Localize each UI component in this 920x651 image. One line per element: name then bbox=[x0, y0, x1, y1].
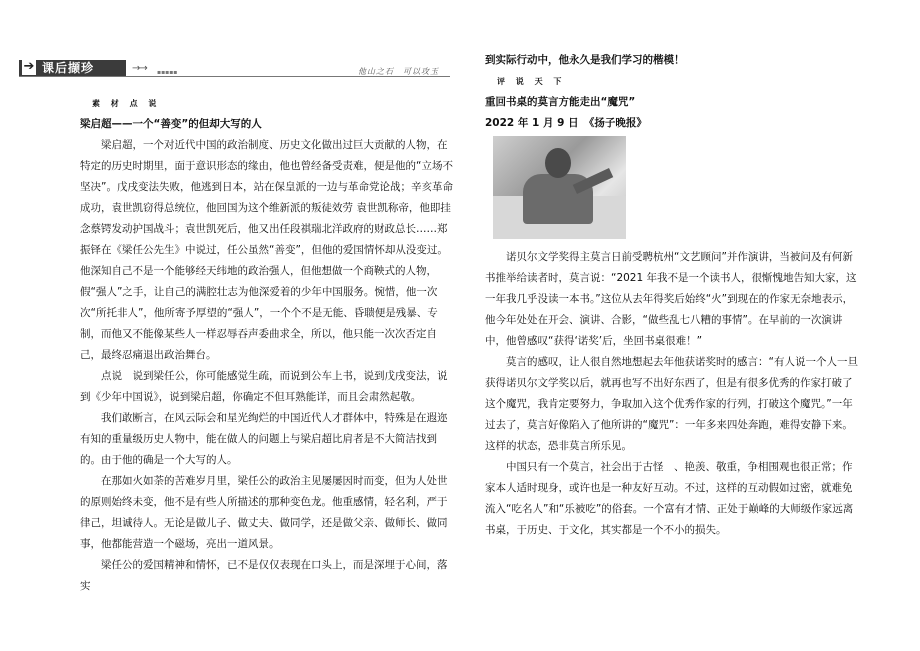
paragraph: 诺贝尔文学奖得主莫言日前受聘杭州“文艺顾问”并作演讲，当被问及有何新书推举给读者时，莫言说：“2021 年我不是一个读书人，很惭愧地告知大家，这一年我几乎没读一本书。”这位从去年得奖后始终“火”到现在的作家无奈地表示，他今年处处在开会、演讲、合影，“做些乱七八糟的事情”。在早前的一次演讲中，他曾感叹“获得‘诺奖’后，坐回书桌很难！” bbox=[485, 251, 857, 347]
paragraph: 点说 说到梁任公，你可能感觉生疏，而说到公车上书，说到戊戌变法，说到《少年中国说》，说到梁启超，你确定不但耳熟能详，而且会肃然起敬。 bbox=[80, 370, 448, 403]
arrow-icon: ➔ bbox=[23, 59, 35, 74]
right-column bbox=[485, 50, 861, 541]
section-title: 课后撷珍 bbox=[42, 61, 95, 75]
paragraph: 莫言的感叹，让人很自然地想起去年他获诺奖时的感言：“有人说一个人一旦获得诺贝尔文学奖以后，就再也写不出好东西了，但是有很多优秀的作家打破了这个魔咒，我肯定要努力，争取加入这个优秀作家的行列，打破这个魔咒。”一年过去了，莫言好像陷入了他所讲的“魔咒”：一年多来四处奔跑，难得安静下来。这样的状态，恐非莫言所乐见。 bbox=[485, 356, 858, 452]
paragraph: 我们敢断言，在风云际会和星光绚烂的中国近代人才群体中，特殊是在遐迩有知的重量级历史人物中，能在做人的问题上与梁启超比肩者是不大简洁找到的。由于他的确是一个大写的人。 bbox=[80, 412, 448, 466]
decor-dots: ▪▪▪▪▪ bbox=[157, 69, 178, 76]
paragraph: 在那如火如荼的苦难岁月里，梁任公的政治主见屡屡因时而变，但为人处世的原则始终未变，他不是有些人所描述的那种变色龙。他重感情，轻名利，严于律己，坦诚待人。无论是做儿子、做丈夫、做同学，还是做父亲、做师长、做同事，他都能营造一个磁场，亮出一道风景。 bbox=[80, 475, 448, 550]
section-label-commentary: 评 说 天 下 bbox=[497, 77, 566, 86]
paragraph: 中国只有一个莫言，社会出于古怪 、艳羡、敬重，争相围观也很正常；作家本人适时现身，或许也是一种友好互动。不过，这样的互动假如过密，就难免流入“吃名人”和“乐被吃”的俗套。一个富有才情、正处于巅峰的大师级作家远离书桌，于历史、于文化，其实都是一个不小的损失。 bbox=[485, 461, 854, 536]
decor-arrows-icon: →→ bbox=[132, 63, 147, 74]
continuation-text: 到实际行动中，他永久是我们学习的楷模！ bbox=[485, 54, 685, 66]
dateline: 2022 年 1 月 9 日 《扬子晚报》 bbox=[485, 117, 647, 129]
left-column bbox=[80, 93, 455, 597]
section-label-material: 素 材 点 说 bbox=[92, 99, 161, 108]
article-heading: 重回书桌的莫言方能走出“魔咒” bbox=[485, 96, 636, 108]
photo-figure-head bbox=[545, 148, 571, 178]
paragraph: 梁任公的爱国精神和情怀，已不是仅仅表现在口头上，而是深埋于心间，落实 bbox=[80, 559, 448, 592]
photo-figure-arm bbox=[573, 168, 613, 194]
header-divider bbox=[19, 76, 450, 77]
article-heading: 梁启超——一个“善变”的但却大写的人 bbox=[80, 118, 262, 130]
portrait-photo bbox=[493, 136, 626, 239]
header-motto: 他山之石 可以攻玉 bbox=[358, 67, 439, 76]
paragraph: 梁启超，一个对近代中国的政治制度、历史文化做出过巨大贡献的人物，在特定的历史时期里，面于意识形态的缘由，他也曾经备受责难，便是他的“立场不坚决”。戊戌变法失败，他逃到日本，站在保皇派的一边与革命党论战；辛亥革命成功，袁世凯窃得总统位，他回国为这个维新派的叛徒效劳 袁世凯称帝，他即挂念蔡锷发动护国战斗；袁世凯死后，他又出任段祺瑞北洋政府的财政总长……郑振铎在《梁任公先生》中说过，任公虽然“善变”，但他的爱国情怀却从没变过。他深知自己不是一个能够经天纬地的政治强人，但他想做一个商鞅式的人物，假“强人”之手，让自己的满腔壮志为他深爱着的少年中国服务。惋惜，他一次次“所托非人”，他所寄予厚望的“强人”，一个个不是无能、昏聩便是残暴、专制，而他又不能像某些人一样忍辱吞声委曲求全，所以，他只能一次次否定自己，最终忍痛退出政治舞台。 bbox=[80, 139, 453, 361]
